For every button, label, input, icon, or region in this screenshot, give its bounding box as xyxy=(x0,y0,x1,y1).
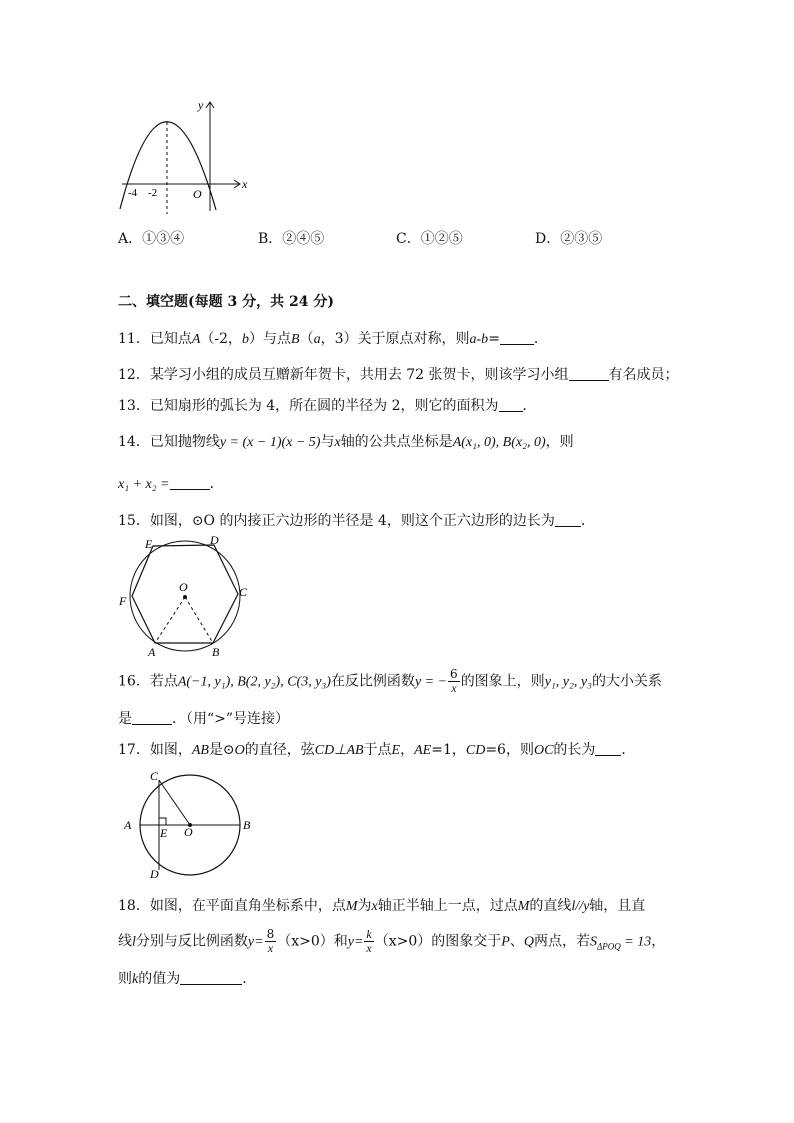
label-e: E xyxy=(160,826,168,840)
label-c: C xyxy=(150,769,159,783)
q14-var-x: x xyxy=(334,435,341,450)
q11-var-b: b xyxy=(242,332,250,347)
q17-number: 17． xyxy=(118,742,150,758)
q13-text-1: 已知扇形的弧长为 4，所在圆的半径为 2，则它的面积为 xyxy=(149,398,499,414)
section-2-title: 二、填空题(每题 3 分，共 24 分) xyxy=(118,294,334,310)
option-c-value: ①②⑤ xyxy=(420,231,463,247)
question-15 xyxy=(118,510,595,530)
label-f: F xyxy=(119,594,127,608)
option-a xyxy=(118,228,184,248)
q16-frac-den: x xyxy=(451,681,457,695)
q16-text-3: 的图象上，则 xyxy=(460,673,545,690)
q11-text-4: （ xyxy=(299,331,314,347)
q11-point-b: B xyxy=(291,332,300,347)
y-axis-label: y xyxy=(198,98,204,112)
q11-var-a: a xyxy=(313,332,321,347)
q18-area-sub: ΔPOQ xyxy=(596,941,621,952)
origin-label: O xyxy=(193,187,202,201)
q18-answer-blank[interactable] xyxy=(180,970,242,985)
q18-l: l xyxy=(571,899,576,914)
q18-text-8: 、 xyxy=(509,933,524,950)
q18-text-2: 为 xyxy=(357,898,372,914)
q11-expr-ab: a-b xyxy=(469,332,489,347)
q13-answer-blank[interactable] xyxy=(499,397,523,412)
q18-m: M xyxy=(345,899,358,914)
regular-hexagon xyxy=(132,545,238,643)
q17-text-5: ， xyxy=(400,742,415,758)
question-12 xyxy=(118,364,679,384)
question-11 xyxy=(118,328,548,348)
label-d: D xyxy=(210,533,219,547)
q17-text-3: 的直径，弦 xyxy=(244,742,315,758)
q18-m2: M xyxy=(517,899,530,914)
q11-answer-blank[interactable] xyxy=(500,330,534,345)
q18-text-7: 分别与反比例函数 xyxy=(135,933,248,950)
q18-f2-den: x xyxy=(366,941,372,955)
label-e: E xyxy=(145,537,153,551)
q16-ys: y₁, y₂, y₃ xyxy=(544,674,592,690)
q14-answer-blank[interactable] xyxy=(170,475,210,490)
q17-answer-blank[interactable] xyxy=(595,741,621,756)
option-b-value: ②④⑤ xyxy=(282,231,325,247)
option-a-value: ①③④ xyxy=(142,231,185,247)
hexagon-figure xyxy=(112,532,262,658)
q17-cd: CD xyxy=(465,743,486,758)
q17-text-6: =1， xyxy=(431,742,466,758)
q14-points: A(x₁, 0), B(x₂, 0) xyxy=(452,435,546,450)
option-c xyxy=(396,228,463,248)
q17-o: O xyxy=(234,743,245,758)
x-axis-label: x xyxy=(242,177,248,191)
question-13 xyxy=(118,395,537,415)
q17-ae: AE xyxy=(414,743,432,758)
q16-fraction xyxy=(448,668,460,695)
label-o: O xyxy=(179,580,188,594)
q18-number: 18． xyxy=(118,898,150,914)
q16-text-1: 若点 xyxy=(149,673,178,690)
circle-figure xyxy=(112,766,262,882)
q16-text-6: ．（用“>”号连接） xyxy=(172,711,290,727)
q11-end: ． xyxy=(533,331,548,347)
q17-text-1: 如图， xyxy=(149,742,192,758)
q18-f1-num: 8 xyxy=(266,927,275,941)
question-18 xyxy=(118,895,645,915)
q16-lhs: y = − xyxy=(414,674,448,690)
question-14 xyxy=(118,431,574,451)
q12-answer-blank[interactable] xyxy=(569,366,609,381)
q11-number: 11． xyxy=(118,331,150,347)
q18-y2: y= xyxy=(347,934,364,950)
question-16 xyxy=(118,668,662,695)
q11-text-1: 已知点 xyxy=(149,331,192,347)
option-c-letter: C． xyxy=(396,231,421,247)
question-14-cont xyxy=(118,473,224,493)
question-17 xyxy=(118,739,635,759)
q18-text-5: 轴，且直 xyxy=(589,898,646,914)
q18-fraction-2 xyxy=(364,928,373,955)
q18-text-6: 线 xyxy=(118,933,132,950)
label-c: C xyxy=(239,585,248,599)
q16-points: A(−1, y₁), B(2, y₂), C(3, y₃) xyxy=(177,674,331,690)
q18-y1: y= xyxy=(247,934,264,950)
radius-oa xyxy=(155,597,185,643)
q16-frac-num: 6 xyxy=(450,667,458,681)
q15-answer-blank[interactable] xyxy=(555,512,581,527)
q17-text-7: =6，则 xyxy=(485,742,534,758)
q17-end: ． xyxy=(621,742,636,758)
q11-point-a: A xyxy=(191,332,201,347)
q18-k: k xyxy=(132,972,139,987)
tick-label-neg2: -2 xyxy=(148,187,158,199)
q18-text-4: 的直线 xyxy=(529,898,572,914)
q14-sum: x₁ + x₂ = xyxy=(118,477,170,492)
q15-text-1: 如图，⊙O 的内接正六边形的半径是 4，则这个正六边形的边长为 xyxy=(149,513,555,529)
q14-end: ． xyxy=(209,476,224,492)
q18-p: P xyxy=(501,934,510,950)
q14-text-1: 已知抛物线 xyxy=(149,434,220,450)
q17-text-2: 是⊙ xyxy=(208,742,235,758)
tick-label-neg4: -4 xyxy=(128,187,138,199)
q18-f2-num: k xyxy=(366,927,372,941)
option-d-value: ②③⑤ xyxy=(560,231,603,247)
q18-l2: l xyxy=(132,934,136,950)
q18-q: Q xyxy=(523,934,534,950)
center-point xyxy=(183,595,187,599)
q16-text-5: 是 xyxy=(118,711,132,727)
q18-text-3: 轴正半轴上一点，过点 xyxy=(377,898,518,914)
q18-cond-2: （x>0）的图象交于 xyxy=(374,933,502,950)
label-a: A xyxy=(124,818,132,832)
q12-number: 12． xyxy=(118,367,150,383)
radius-ob xyxy=(185,597,213,643)
q18-text-10: ， xyxy=(651,933,666,950)
q14-equation: y = (x − 1)(x − 5) xyxy=(219,435,321,450)
q18-text-12: 的值为 xyxy=(138,971,181,987)
q13-number: 13． xyxy=(118,398,150,414)
q13-end: ． xyxy=(522,398,537,414)
q14-text-3: 轴的公共点坐标是 xyxy=(340,434,453,450)
q17-e: E xyxy=(391,743,401,758)
q17-oc: OC xyxy=(533,743,554,758)
label-b: B xyxy=(243,818,251,832)
q18-y: y xyxy=(583,899,590,914)
option-b-letter: B． xyxy=(258,231,283,247)
q18-x: x xyxy=(371,899,378,914)
q12-text-1: 某学习小组的成员互赠新年贺卡，共用去 72 张贺卡，则该学习小组 xyxy=(149,367,569,383)
question-18-cont xyxy=(118,928,665,955)
q11-text-5: ，3）关于原点对称，则 xyxy=(320,331,470,347)
q17-cd-perp-ab: CD⊥AB xyxy=(314,743,364,758)
option-d-letter: D． xyxy=(535,231,561,247)
option-d xyxy=(535,228,602,248)
label-d: D xyxy=(150,867,159,881)
q15-end: ． xyxy=(580,513,595,529)
q16-text-4: 的大小关系 xyxy=(591,673,662,690)
question-16-cont xyxy=(118,708,289,728)
q18-parallel: // xyxy=(575,899,584,914)
q14-text-2: 与 xyxy=(320,434,335,450)
question-18-cont-2 xyxy=(118,968,256,988)
right-angle-mark xyxy=(159,818,166,825)
label-b: B xyxy=(212,645,220,658)
q11-text-2: （-2， xyxy=(200,331,243,347)
option-b xyxy=(258,228,324,248)
label-o: O xyxy=(184,825,193,839)
label-a: A xyxy=(148,645,156,658)
q16-answer-blank[interactable] xyxy=(132,710,172,725)
q14-text-4: ，则 xyxy=(545,434,574,450)
q11-equals: = xyxy=(488,331,500,347)
q18-text-11: 则 xyxy=(118,971,132,987)
q16-text-2: 在反比例函数 xyxy=(330,673,415,690)
q12-text-2: 有名成员； xyxy=(608,367,679,383)
q17-text-8: 的长为 xyxy=(553,742,596,758)
q17-ab: AB xyxy=(191,743,209,758)
q18-area-eq: = 13 xyxy=(620,934,652,950)
q18-end: ． xyxy=(242,971,257,987)
q18-text-9: 两点，若 xyxy=(533,933,590,950)
parabola-figure xyxy=(112,96,262,214)
q17-text-4: 于点 xyxy=(363,742,392,758)
q18-cond-1: （x>0）和 xyxy=(277,933,348,950)
q14-number: 14． xyxy=(118,434,150,450)
q18-area-s: S xyxy=(589,934,597,950)
q18-fraction-1 xyxy=(265,928,277,955)
q18-text-1: 如图，在平面直角坐标系中，点 xyxy=(149,898,346,914)
q11-text-3: ）与点 xyxy=(249,331,292,347)
q15-number: 15． xyxy=(118,513,150,529)
q18-f1-den: x xyxy=(267,941,274,955)
q16-number: 16． xyxy=(118,673,150,690)
option-a-letter: A． xyxy=(118,231,143,247)
